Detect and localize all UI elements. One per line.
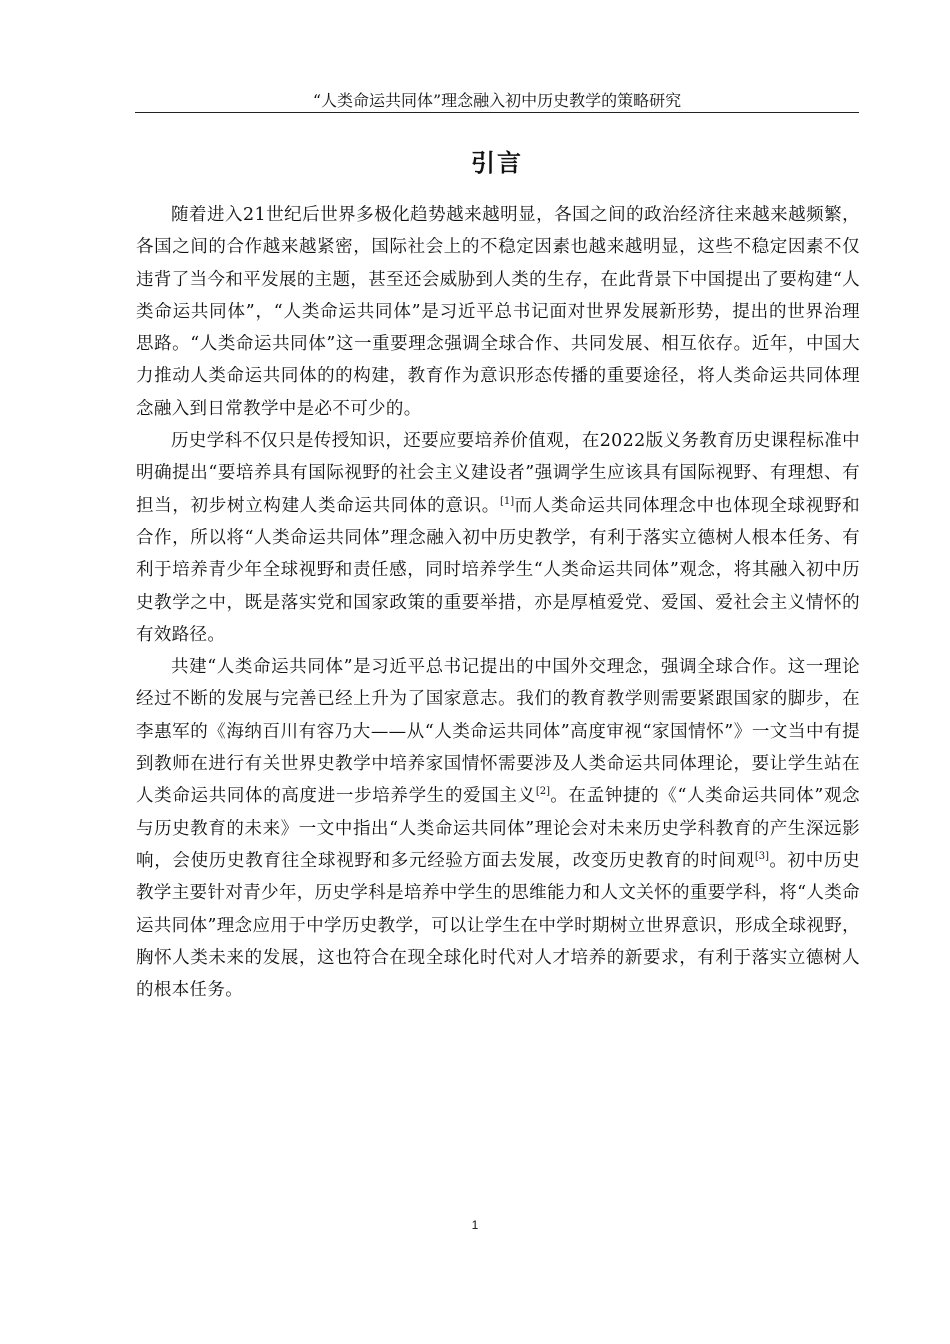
paragraph-2 xyxy=(136,425,860,651)
paragraph-3-text-b: 。在孟钟捷的《“人类命运共同体”观念与历史教育的未来》一文中指出“人类命运共同体”理论会对未来历史学科教育的产生深远影响，会使历史教育往全球视野和多元经验方面去发展，改变历史教育的时间观 xyxy=(136,786,860,871)
body-text xyxy=(136,199,860,1006)
running-header: “人类命运共同体”理念融入初中历史教学的策略研究 xyxy=(135,90,859,113)
paragraph-2-text-a: 历史学科不仅只是传授知识，还要应要培养价值观，在2022版义务教育历史课程标准中明确提出“要培养具有国际视野的社会主义建设者”强调学生应该具有国际视野、有理想、有担当，初步树立构建人类命运共同体的意识。 xyxy=(136,431,860,516)
citation-1: [1] xyxy=(500,495,515,507)
paragraph-3-text-a: 共建“人类命运共同体”是习近平总书记提出的中国外交理念，强调全球合作。这一理论经过不断的发展与完善已经上升为了国家意志。我们的教育教学则需要紧跟国家的脚步，在李惠军的《海纳百川有容乃大——从“人类命运共同体”高度审视“家国情怀”》一文当中有提到教师在进行有关世界史教学中培养家国情怀需要涉及人类命运共同体理论，要让学生站在人类命运共同体的高度进一步培养学生的爱国主义 xyxy=(136,657,860,807)
paragraph-3 xyxy=(136,651,860,1006)
section-title: 引言 xyxy=(471,149,523,177)
paragraph-3-text-c: 。初中历史教学主要针对青少年，历史学科是培养中学生的思维能力和人文关怀的重要学科，将“人类命运共同体”理念应用于中学历史教学，可以让学生在中学时期树立世界意识，形成全球视野，胸怀人类未来的发展，这也符合在现全球化时代对人才培养的新要求，有利于落实立德树人的根本任务。 xyxy=(136,850,861,1001)
page-number: 1 xyxy=(471,1218,479,1232)
paragraph-1: 随着进入21世纪后世界多极化趋势越来越明显，各国之间的政治经济往来越来越频繁，各国之间的合作越来越紧密，国际社会上的不稳定因素也越来越明显，这些不稳定因素不仅违背了当今和平发展的主题，甚至还会威胁到人类的生存，在此背景下中国提出了要构建“人类命运共同体”，“人类命运共同体”是习近平总书记面对世界发展新形势，提出的世界治理思路。“人类命运共同体”这一重要理念强调全球合作、共同发展、相互依存。近年，中国大力推动人类命运共同体的的构建，教育作为意识形态传播的重要途径，将人类命运共同体理念融入到日常教学中是必不可少的。 xyxy=(136,205,860,419)
paragraph-2-text-b: 而人类命运共同体理念中也体现全球视野和合作，所以将“人类命运共同体”理念融入初中历史教学，有利于落实立德树人根本任务、有利于培养青少年全球视野和责任感，同时培养学生“人类命运共同体”观念，将其融入初中历史教学之中，既是落实党和国家政策的重要举措，亦是厚植爱党、爱国、爱社会主义情怀的有效路径。 xyxy=(136,495,860,645)
citation-3: [3] xyxy=(754,851,769,863)
citation-2: [2] xyxy=(535,786,550,798)
